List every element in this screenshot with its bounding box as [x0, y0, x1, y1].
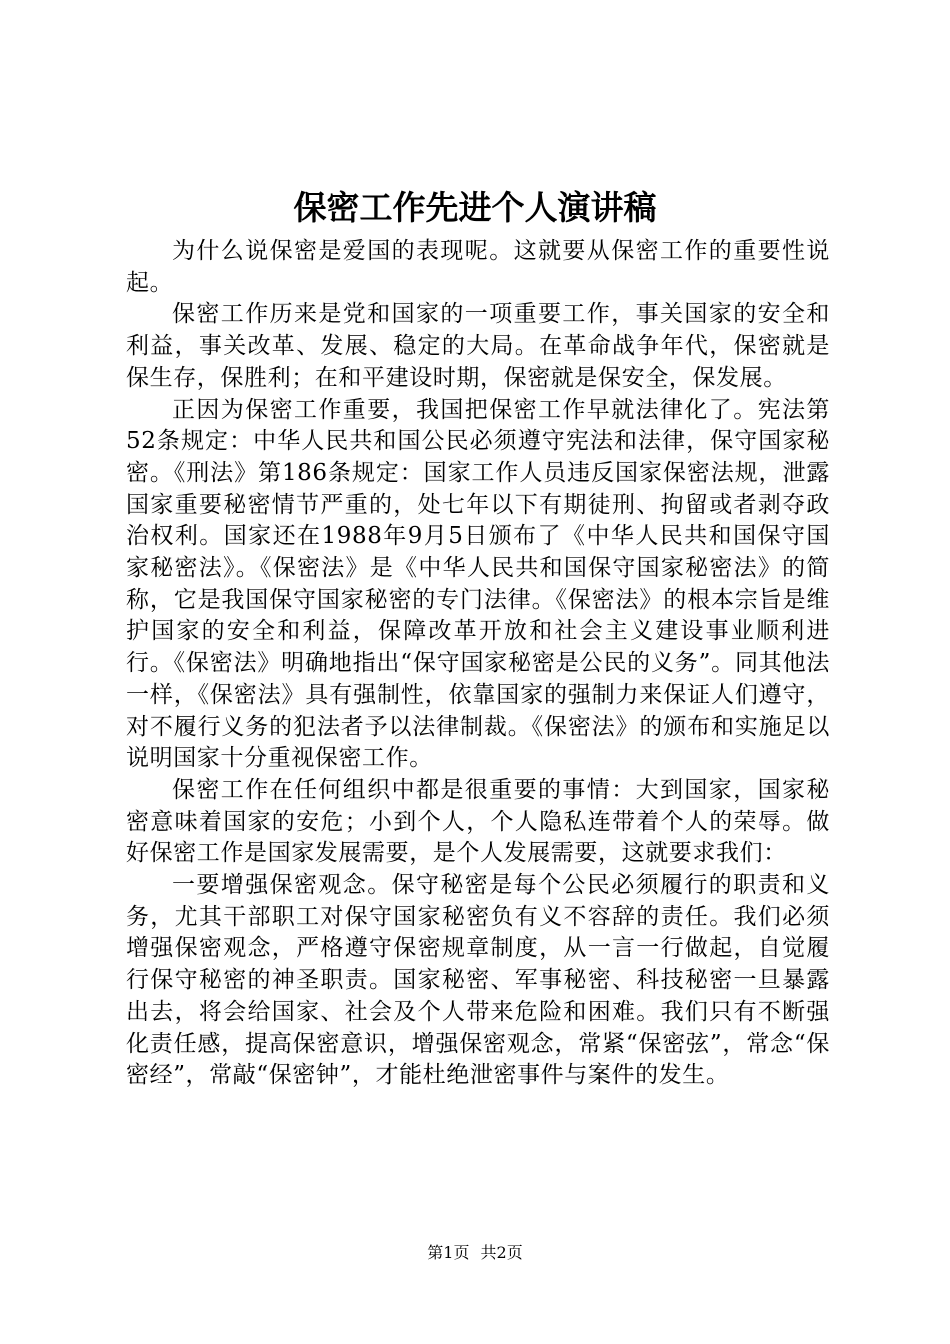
paragraph: 一要增强保密观念。保守秘密是每个公民必须履行的职责和义务，尤其干部职工对保守国家秘密负有义不容辞的责任。我们必须增强保密观念，严格遵守保密规章制度，从一言一行做起，自觉履行保守秘密的神圣职责。国家秘密、军事秘密、科技秘密一旦暴露出去，将会给国家、社会及个人带来危险和困难。我们只有不断强化责任感，提高保密意识，增强保密观念，常紧“保密弦”，常念“保密经”，常敲“保密钟”，才能杜绝泄密事件与案件的发生。: [126, 872, 830, 1089]
page-footer: [0, 1242, 950, 1264]
paragraph: 保密工作在任何组织中都是很重要的事情：大到国家，国家秘密意味着国家的安危；小到个人，个人隐私连带着个人的荣辱。做好保密工作是国家发展需要，是个人发展需要，这就要求我们：: [126, 776, 830, 867]
page-number: 第1页: [427, 1243, 470, 1262]
paragraph: 保密工作历来是党和国家的一项重要工作，事关国家的安全和利益，事关改革、发展、稳定的大局。在革命战争年代，保密就是保生存，保胜利；在和平建设时期，保密就是保安全，保发展。: [126, 301, 830, 391]
paragraph: 为什么说保密是爱国的表现呢。这就要从保密工作的重要性说起。: [126, 238, 830, 296]
document-title: 保密工作先进个人演讲稿: [293, 188, 657, 227]
document-body: [126, 236, 830, 1092]
page-total: 共2页: [480, 1243, 523, 1262]
paragraph: 正因为保密工作重要，我国把保密工作早就法律化了。宪法第52条规定：中华人民共和国公民必须遵守宪法和法律，保守国家秘密。《刑法》第186条规定：国家工作人员违反国家保密法规，泄露国家重要秘密情节严重的，处七年以下有期徒刑、拘留或者剥夺政治权利。国家还在1988年9月5日颁布了《中华人民共和国保守国家秘密法》。《保密法》是《中华人民共和国保守国家秘密法》的简称，它是我国保守国家秘密的专门法律。《保密法》的根本宗旨是维护国家的安全和利益，保障改革开放和社会主义建设事业顺利进行。《保密法》明确地指出“保守国家秘密是公民的义务”。同其他法一样，《保密法》具有强制性，依靠国家的强制力来保证人们遵守，对不履行义务的犯法者予以法律制裁。《保密法》的颁布和实施足以说明国家十分重视保密工作。: [126, 396, 830, 772]
